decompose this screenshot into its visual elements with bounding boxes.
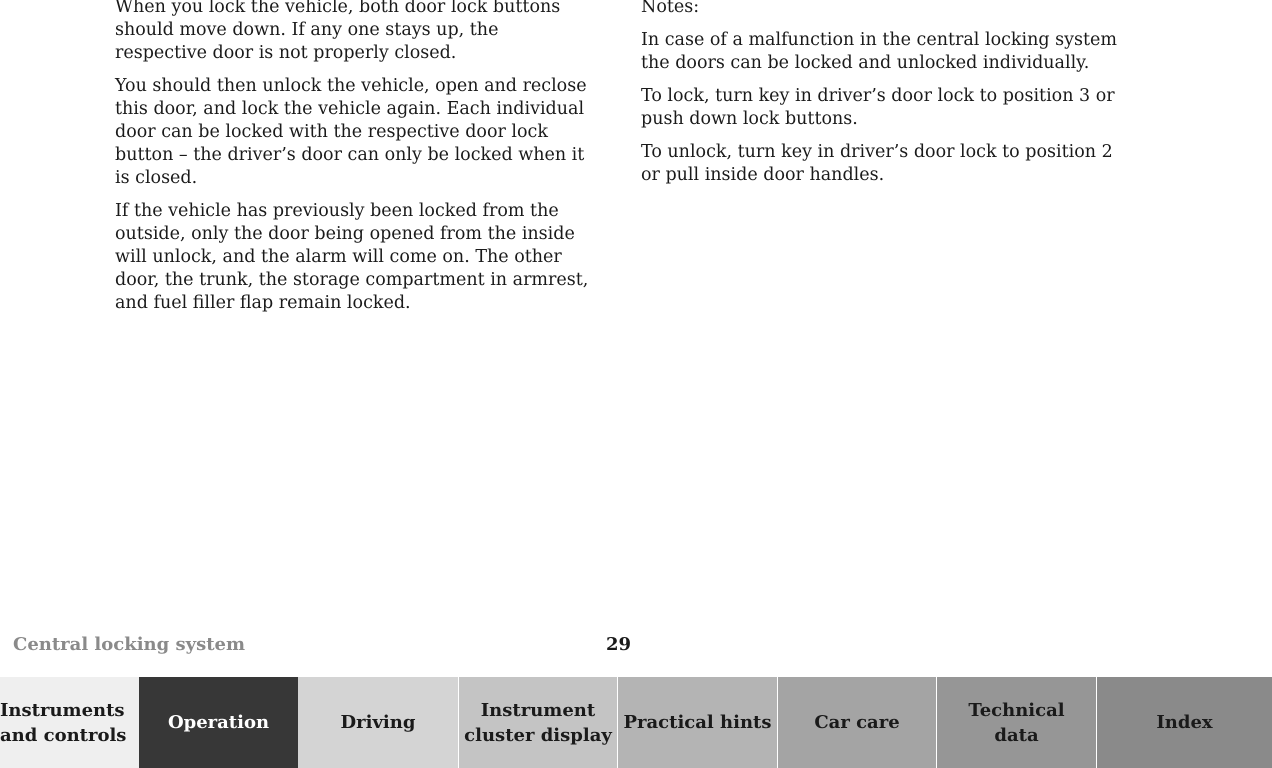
tab-practical-hints[interactable] [617, 677, 777, 768]
tab-instrument-cluster-display[interactable] [458, 677, 617, 768]
tab-driving[interactable] [298, 677, 458, 768]
tab-label: Operation [167, 712, 270, 733]
notes-heading: Notes: [641, 0, 700, 17]
tab-operation[interactable] [139, 677, 298, 768]
tab-label: Practical hints [623, 712, 772, 733]
tab-car-care[interactable] [777, 677, 936, 768]
tab-instruments-and-controls[interactable] [0, 677, 139, 768]
paragraph-to-unlock: To unlock, turn key in driver’s door lock to position 2 or pull inside door handles. [641, 142, 1113, 185]
right-column [641, 0, 1126, 197]
tab-technical-data[interactable] [936, 677, 1096, 768]
paragraph-unlock-reclose: You should then unlock the vehicle, open and reclose this door, and lock the vehicle again. Each individual door can be locked with the respective door lock button – the driver’s door can only be locked when it is closed. [115, 76, 587, 188]
paragraph-door-lock-buttons: When you lock the vehicle, both door lock buttons should move down. If any one stays up, the respective door is not properly closed. [115, 0, 561, 63]
tab-index[interactable] [1096, 677, 1272, 768]
tab-label: Index [1156, 712, 1213, 733]
tab-label: Car care [814, 712, 900, 733]
page-number: 29 [606, 634, 632, 655]
left-column [115, 0, 595, 325]
paragraph-malfunction: In case of a malfunction in the central locking system the doors can be locked and unlocked individually. [641, 30, 1117, 73]
tab-label: Technical data [968, 699, 1065, 746]
chapter-navbar [0, 677, 1272, 768]
tab-label: Instruments and controls [0, 699, 127, 746]
section-title: Central locking system [13, 634, 246, 655]
tab-label: Instrument cluster display [464, 699, 612, 746]
tab-label: Driving [340, 712, 416, 733]
paragraph-to-lock: To lock, turn key in driver’s door lock to position 3 or push down lock buttons. [641, 86, 1115, 129]
paragraph-locked-from-outside: If the vehicle has previously been locked from the outside, only the door being opened from the inside will unlock, and the alarm will come on. The other door, the trunk, the storage compartment in armrest, and fuel filler flap remain locked. [115, 201, 589, 313]
